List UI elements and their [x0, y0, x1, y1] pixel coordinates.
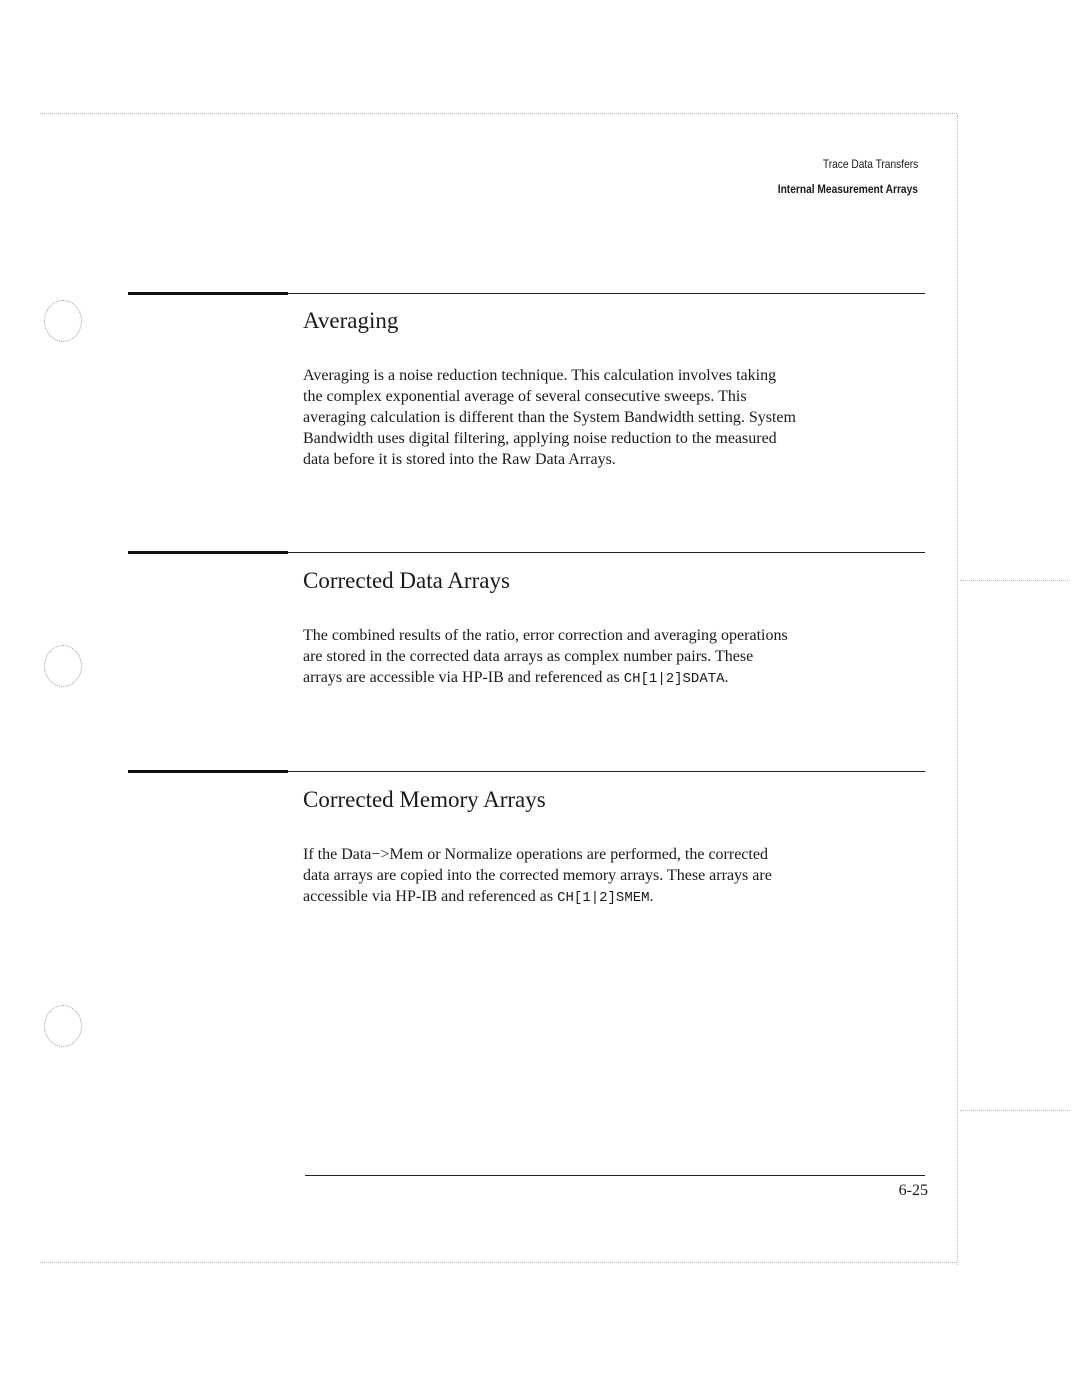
- punch-hole: [44, 300, 82, 342]
- text-line: the complex exponential average of several consecutive sweeps. This: [303, 388, 747, 405]
- text-line: [303, 667, 788, 690]
- section-rule: [128, 292, 288, 295]
- scan-edge: [960, 1110, 1070, 1111]
- section-heading: Corrected Data Arrays: [303, 568, 510, 593]
- text-line: are stored in the corrected data arrays as complex number pairs. These: [303, 648, 754, 665]
- code-identifier: CH[1|2]SMEM: [557, 890, 650, 906]
- section-rule: [288, 771, 925, 772]
- running-header-chapter: Trace Data Transfers: [822, 157, 918, 171]
- scan-edge: [960, 580, 1070, 581]
- section-heading: Corrected Memory Arrays: [303, 787, 546, 812]
- scan-edge: [957, 115, 958, 1265]
- text-line: [303, 886, 772, 909]
- text: .: [724, 669, 729, 686]
- section-heading: Averaging: [303, 308, 399, 333]
- punch-hole: [44, 1005, 82, 1047]
- text-line: Bandwidth uses digital filtering, applying noise reduction to the measured: [303, 430, 777, 447]
- scan-edge: [40, 1262, 957, 1263]
- section-rule: [288, 552, 925, 553]
- text-line: data before it is stored into the Raw Data Arrays.: [303, 451, 616, 468]
- section-rule: [128, 551, 288, 554]
- section-rule: [128, 770, 288, 773]
- punch-hole: [44, 645, 82, 687]
- section-rule: [288, 293, 925, 294]
- page-number: 6-25: [898, 1182, 928, 1199]
- scan-edge: [40, 113, 957, 114]
- text: arrays are accessible via HP-IB and referenced as: [303, 669, 624, 686]
- text-line: If the Data−>Mem or Normalize operations are performed, the corrected: [303, 846, 768, 863]
- section-body: [303, 625, 788, 690]
- section-body: [303, 365, 796, 470]
- text-line: data arrays are copied into the corrected memory arrays. These arrays are: [303, 867, 772, 884]
- running-header-section: Internal Measurement Arrays: [777, 182, 918, 196]
- text: .: [649, 888, 654, 905]
- section-body: [303, 844, 772, 909]
- text-line: The combined results of the ratio, error correction and averaging operations: [303, 627, 788, 644]
- text-line: Averaging is a noise reduction technique. This calculation involves taking: [303, 367, 777, 384]
- code-identifier: CH[1|2]SDATA: [623, 671, 725, 687]
- footer-rule: [305, 1175, 925, 1176]
- text: accessible via HP-IB and referenced as: [303, 888, 558, 905]
- text-line: averaging calculation is different than the System Bandwidth setting. System: [303, 409, 796, 426]
